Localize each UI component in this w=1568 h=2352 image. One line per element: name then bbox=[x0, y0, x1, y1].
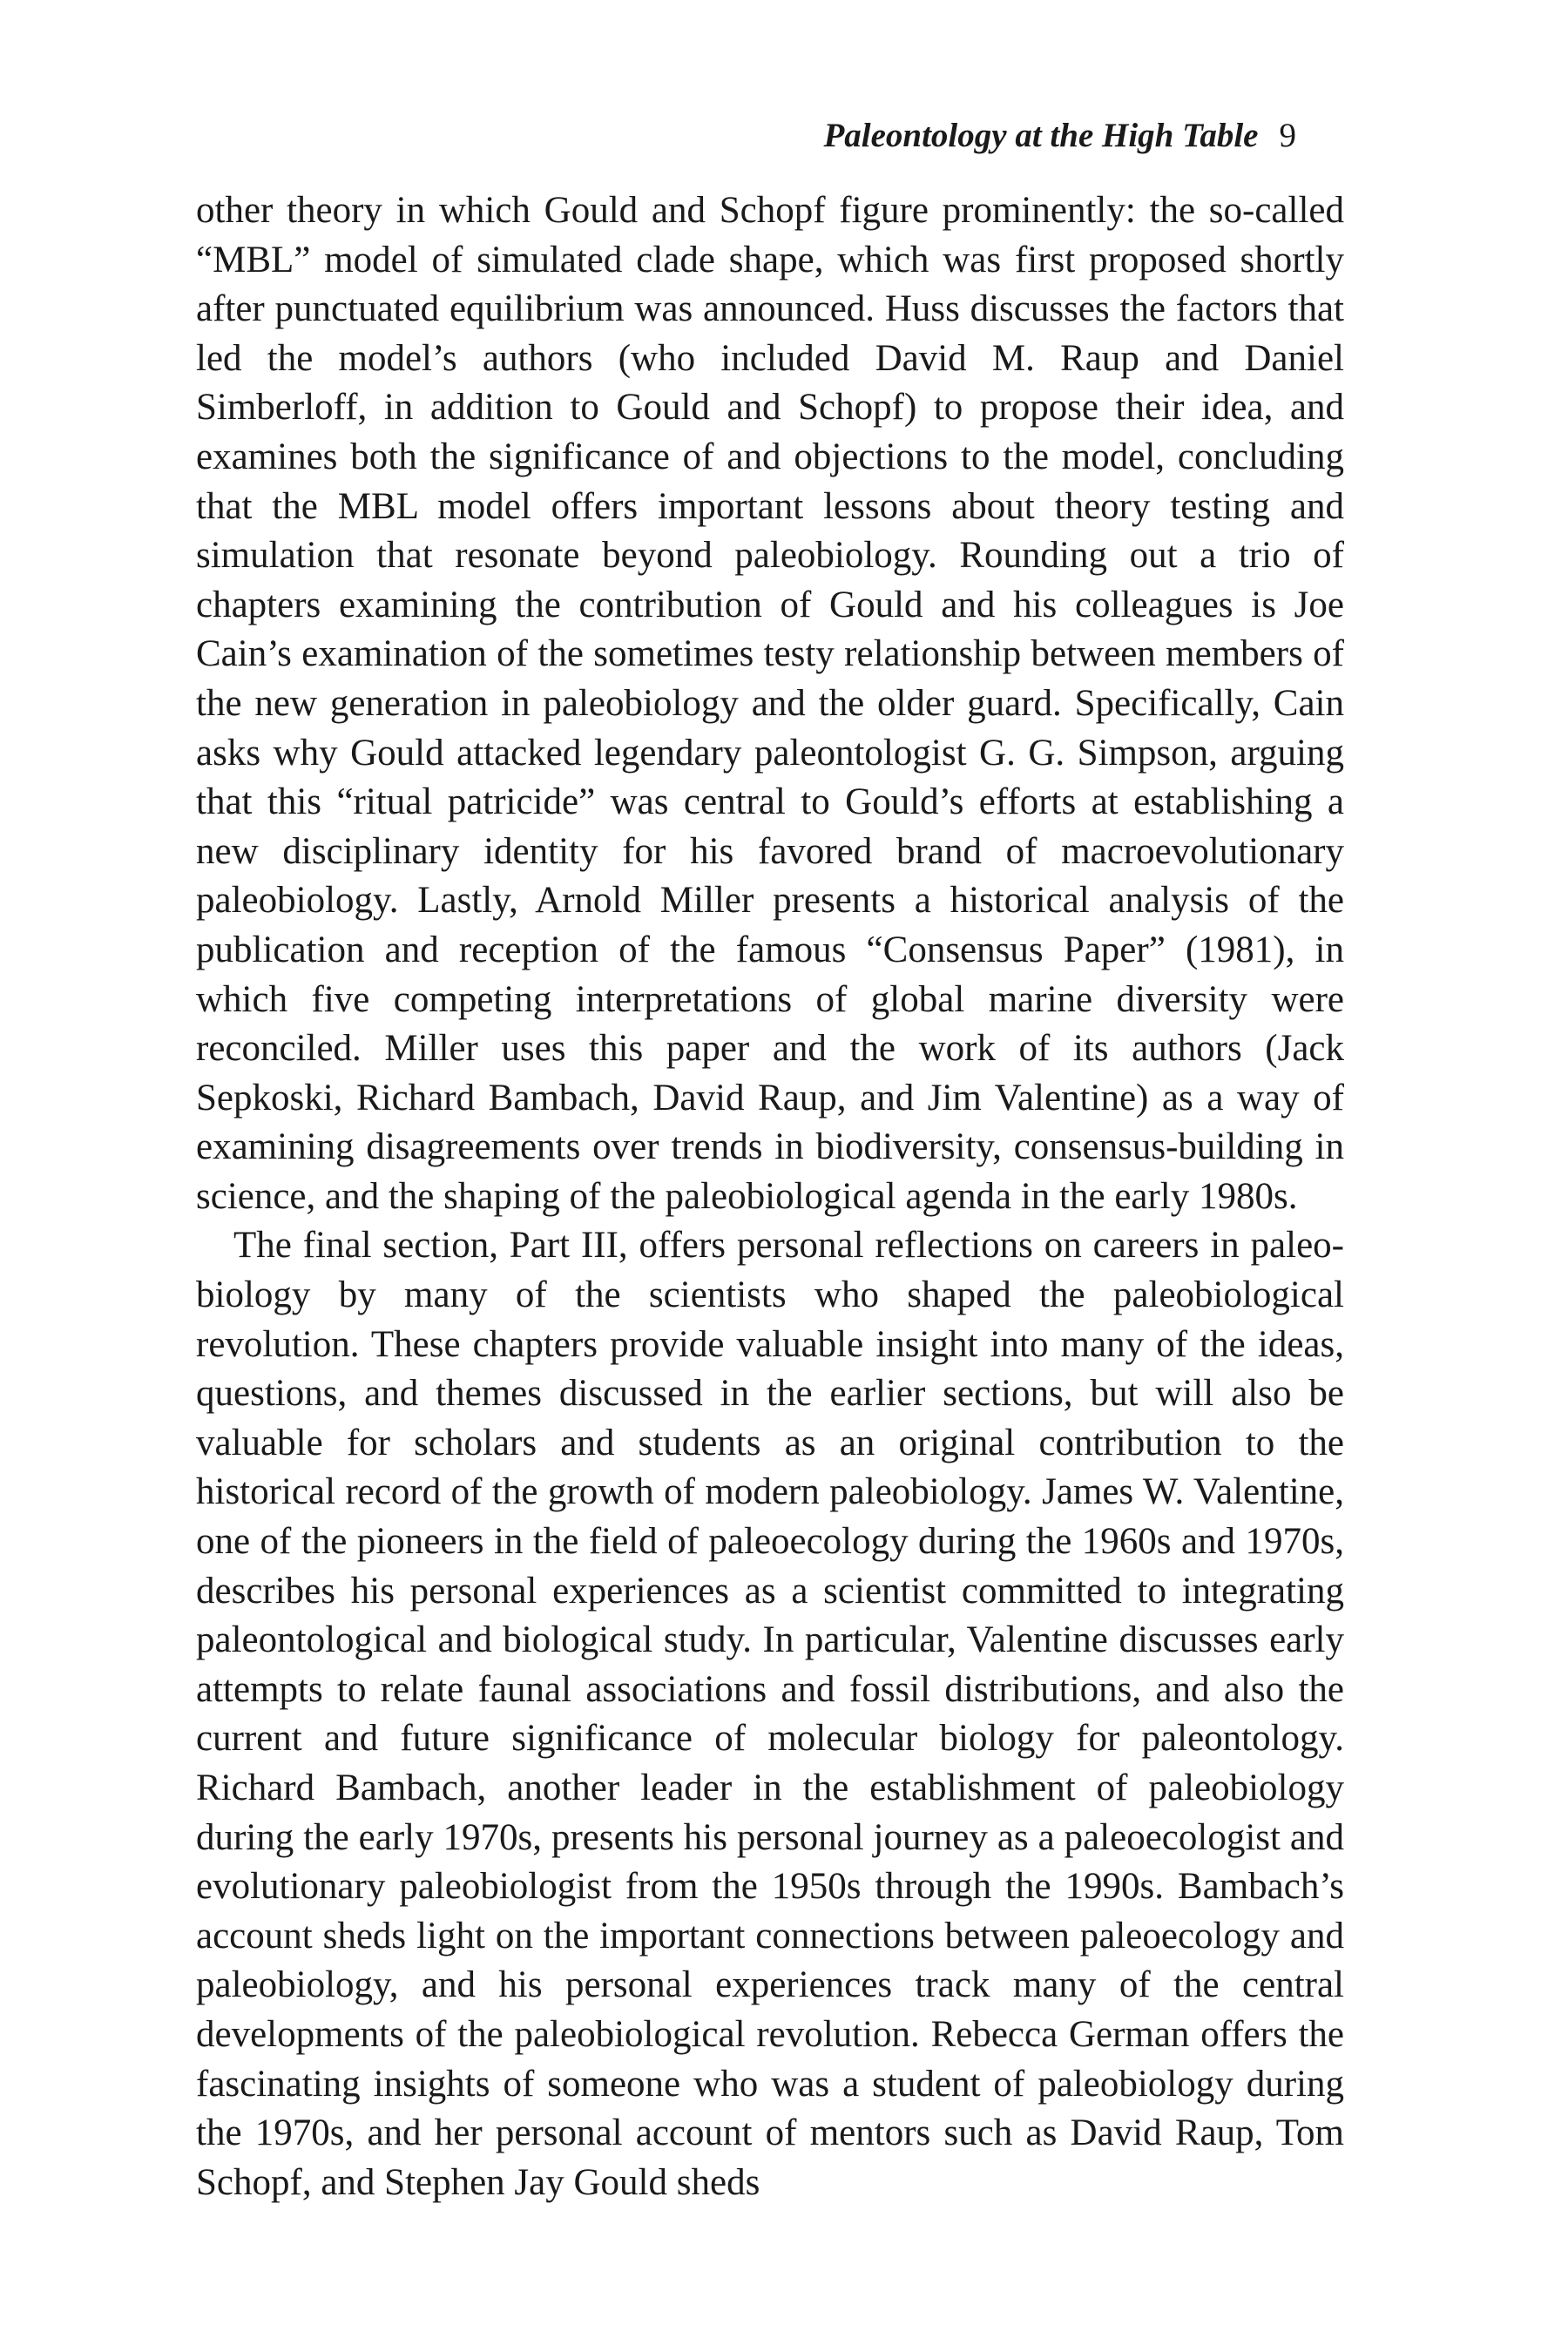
running-head bbox=[823, 118, 1296, 152]
running-head-title: Paleontology at the High Table bbox=[823, 117, 1259, 154]
body-paragraph-continued: other theory in which Gould and Schopf figure prominently: the so-called “MBL” model of simulated clade shape, which was first proposed shortly after punctuated equilibrium was announced. Huss discusses the factors that led the model’s authors (who included David M. Raup and Daniel Simberloff, in addition to Gould and Schopf) to propose their idea, and examines both the significance of and objections to the model, concluding that the MBL model offers important lessons about theory testing and simulation that resonate beyond paleobiology. Rounding out a trio of chapters examining the contribution of Gould and his colleagues is Joe Cain’s examination of the sometimes testy relationship between members of the new generation in paleobiology and the older guard. Specifically, Cain asks why Gould attacked legendary paleontologist G. G. Simpson, arguing that this “ritual patricide” was central to Gould’s efforts at establishing a new disciplinary identity for his favored brand of macroevolutionary paleobiology. Lastly, Arnold Miller presents a historical analysis of the publication and reception of the famous “Consensus Paper” (1981), in which five competing interpretations of global marine diversity were reconciled. Miller uses this paper and the work of its authors (Jack Sepkoski, Richard Bambach, David Raup, and Jim Valentine) as a way of examining disagreements over trends in biodiversity, consensus-building in science, and the shaping of the paleobiological agenda in the early 1980s. bbox=[196, 190, 1344, 1217]
body-text bbox=[196, 186, 1344, 2207]
body-paragraph-part-three: The final section, Part III, offers personal reflections on careers in paleobiology by many of the scientists who shaped the paleobiological revolution. These chapters provide valuable insight into many of the ideas, questions, and themes discussed in the earlier sections, but will also be valuable for scholars and students as an original contribution to the historical record of the growth of modern paleobiology. James W. Valentine, one of the pioneers in the field of paleoecology during the 1960s and 1970s, describes his personal experiences as a scientist committed to integrating paleontological and biological study. In particular, Valentine discusses early attempts to relate faunal associations and fossil distributions, and also the current and future significance of molecular biology for paleontology. Richard Bambach, another leader in the establishment of paleobiology during the early 1970s, presents his personal journey as a paleoecologist and evolutionary paleobiologist from the 1950s through the 1990s. Bambach’s account sheds light on the important connections between paleoecology and paleobiology, and his personal experiences track many of the central developments of the paleobiological revolution. Rebecca German offers the fascinating insights of someone who was a student of paleobiology during the 1970s, and her personal account of mentors such as David Raup, Tom Schopf, and Stephen Jay Gould sheds bbox=[196, 1225, 1344, 2203]
page-number: 9 bbox=[1279, 117, 1296, 154]
